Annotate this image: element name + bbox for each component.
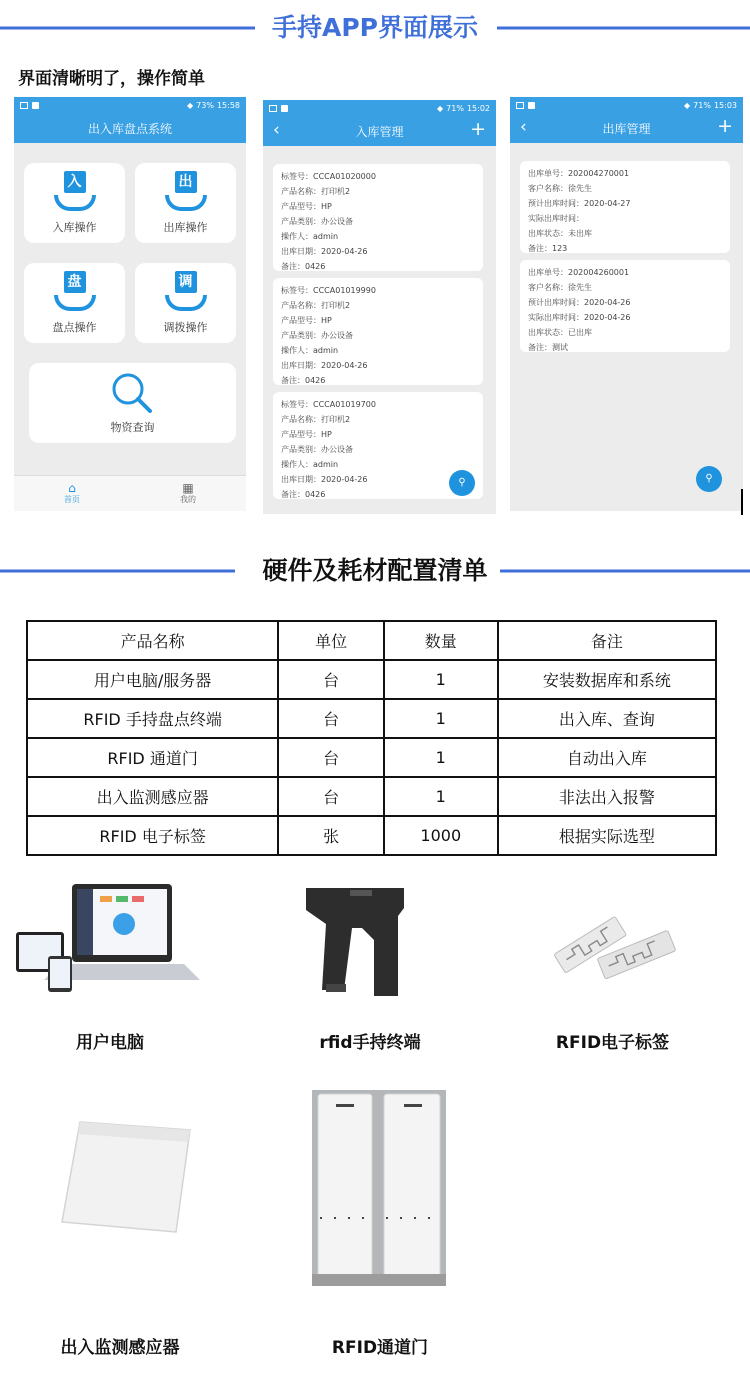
search-icon: ⚲ — [458, 477, 466, 488]
lock-icon — [528, 102, 535, 109]
inventory-icon: 盘 — [54, 271, 96, 315]
wifi-icon: ◆ — [187, 100, 194, 110]
table-row — [27, 699, 716, 738]
list-item[interactable]: 出库单号：202004270001 客户名称：徐先生 预计出库时间：2020-04-27 实际出库时间： 出库状态：未出库 备注：123 — [520, 161, 730, 253]
tile-query[interactable] — [29, 363, 236, 443]
battery-level: 71% — [693, 100, 711, 110]
table-cell: 出入监测感应器 — [27, 777, 278, 816]
table-cell: 台 — [278, 660, 384, 699]
battery-level: 73% — [196, 100, 214, 110]
section-title-text: 硬件及耗材配置清单 — [262, 556, 488, 585]
table-cell: RFID 手持盘点终端 — [27, 699, 278, 738]
outbound-icon: 出 — [165, 171, 207, 215]
list-item[interactable]: 出库单号：202004260001 客户名称：徐先生 预计出库时间：2020-04-26 实际出库时间：2020-04-26 出库状态：已出库 备注：测试 — [520, 260, 730, 352]
table-cell: 自动出入库 — [498, 738, 716, 777]
list-item[interactable]: 标签号：CCCA01019990 产品名称：打印机2 产品型号：HP 产品类别：办公设备 操作人：admin 出库日期：2020-04-26 备注：0426 — [273, 278, 483, 385]
phone-screen-home — [14, 97, 246, 511]
table-header-row — [27, 621, 716, 660]
search-fab[interactable] — [696, 466, 722, 492]
table-cell: 1 — [384, 777, 498, 816]
table-cell: 张 — [278, 816, 384, 855]
section-title-hardware — [0, 551, 750, 591]
back-icon[interactable]: ‹ — [520, 117, 527, 137]
header-cell: 产品名称 — [27, 621, 278, 660]
app-title: 出入库盘点系统 — [87, 121, 172, 136]
app-title: 出库管理 — [602, 121, 651, 136]
rfid-tag-image — [548, 905, 678, 987]
status-bar — [510, 97, 743, 113]
sensor-reader-image — [56, 1118, 196, 1236]
hardware-table — [26, 620, 717, 856]
table-cell: RFID 电子标签 — [27, 816, 278, 855]
status-bar — [14, 97, 246, 113]
table-cell: RFID 通道门 — [27, 738, 278, 777]
table-cell: 1000 — [384, 816, 498, 855]
header-cell: 数量 — [384, 621, 498, 660]
tab-home[interactable]: ⌂ 首页 — [64, 481, 80, 504]
wifi-icon: ◆ — [437, 103, 444, 113]
table-cell: 台 — [278, 738, 384, 777]
table-cell: 安装数据库和系统 — [498, 660, 716, 699]
table-row — [27, 738, 716, 777]
table-cell: 1 — [384, 699, 498, 738]
wifi-icon: ◆ — [684, 100, 691, 110]
tile-label: 入库操作 — [52, 221, 97, 234]
inbound-icon: 入 — [54, 171, 96, 215]
table-cell: 1 — [384, 660, 498, 699]
app-title: 入库管理 — [355, 124, 404, 139]
add-icon[interactable]: + — [717, 115, 733, 137]
clock: 15:58 — [216, 100, 240, 110]
list-item[interactable]: 标签号：CCCA01020000 产品名称：打印机2 产品型号：HP 产品类别：办公设备 操作人：admin 出库日期：2020-04-26 备注：0426 — [273, 164, 483, 271]
text-cursor — [741, 489, 743, 515]
add-icon[interactable]: + — [470, 118, 486, 140]
product-label: RFID电子标签 — [555, 1033, 670, 1053]
laptop-image — [14, 880, 206, 998]
section-title-app — [0, 8, 750, 48]
search-icon — [110, 371, 156, 415]
tile-outbound[interactable] — [135, 163, 236, 243]
tile-inbound[interactable] — [24, 163, 125, 243]
handheld-terminal-image — [300, 880, 410, 1000]
table-cell: 1 — [384, 738, 498, 777]
table-row — [27, 816, 716, 855]
table-cell: 用户电脑/服务器 — [27, 660, 278, 699]
table-cell: 根据实际选型 — [498, 816, 716, 855]
app-bar — [510, 113, 743, 143]
phone-screen-outbound — [510, 97, 743, 511]
table-cell: 出入库、查询 — [498, 699, 716, 738]
app-bar — [263, 116, 496, 146]
status-bar — [263, 100, 496, 116]
tab-bar — [14, 475, 246, 511]
app-bar — [14, 113, 246, 143]
product-label: 出入监测感应器 — [60, 1338, 180, 1358]
tile-inventory[interactable] — [24, 263, 125, 343]
section-title-text: 手持APP界面展示 — [272, 13, 478, 42]
product-label: rfid手持终端 — [319, 1033, 421, 1053]
tile-label: 物资查询 — [110, 421, 155, 434]
transfer-icon: 调 — [165, 271, 207, 315]
tile-label: 调拨操作 — [163, 321, 208, 334]
clock: 15:03 — [713, 100, 737, 110]
menu-grid — [14, 143, 246, 511]
tile-transfer[interactable] — [135, 263, 236, 343]
battery-level: 71% — [446, 103, 464, 113]
search-icon: ⚲ — [705, 473, 713, 484]
table-row — [27, 777, 716, 816]
table-cell: 台 — [278, 777, 384, 816]
tile-label: 出库操作 — [163, 221, 208, 234]
table-row — [27, 660, 716, 699]
image-icon — [20, 102, 28, 109]
header-cell: 备注 — [498, 621, 716, 660]
table-cell: 非法出入报警 — [498, 777, 716, 816]
list-item[interactable]: 标签号：CCCA01019700 产品名称：打印机2 产品型号：HP 产品类别：办公设备 操作人：admin 出库日期：2020-04-26 备注：0426 — [273, 392, 483, 499]
clock: 15:02 — [466, 103, 490, 113]
product-label: 用户电脑 — [76, 1033, 144, 1053]
tab-mine[interactable]: ▦ 我的 — [180, 481, 196, 504]
lock-icon — [32, 102, 39, 109]
tile-label: 盘点操作 — [52, 321, 97, 334]
lock-icon — [281, 105, 288, 112]
product-label: RFID通道门 — [331, 1338, 429, 1358]
rfid-gate-image — [312, 1090, 446, 1286]
header-cell: 单位 — [278, 621, 384, 660]
home-icon: ⌂ — [68, 481, 76, 495]
phone-screen-inbound — [263, 100, 496, 514]
table-cell: 台 — [278, 699, 384, 738]
image-icon — [516, 102, 524, 109]
search-fab[interactable] — [449, 470, 475, 496]
back-icon[interactable]: ‹ — [273, 120, 280, 140]
grid-icon: ▦ — [182, 481, 194, 495]
section-subtitle: 界面清晰明了，操作简单 — [18, 69, 205, 89]
image-icon — [269, 105, 277, 112]
